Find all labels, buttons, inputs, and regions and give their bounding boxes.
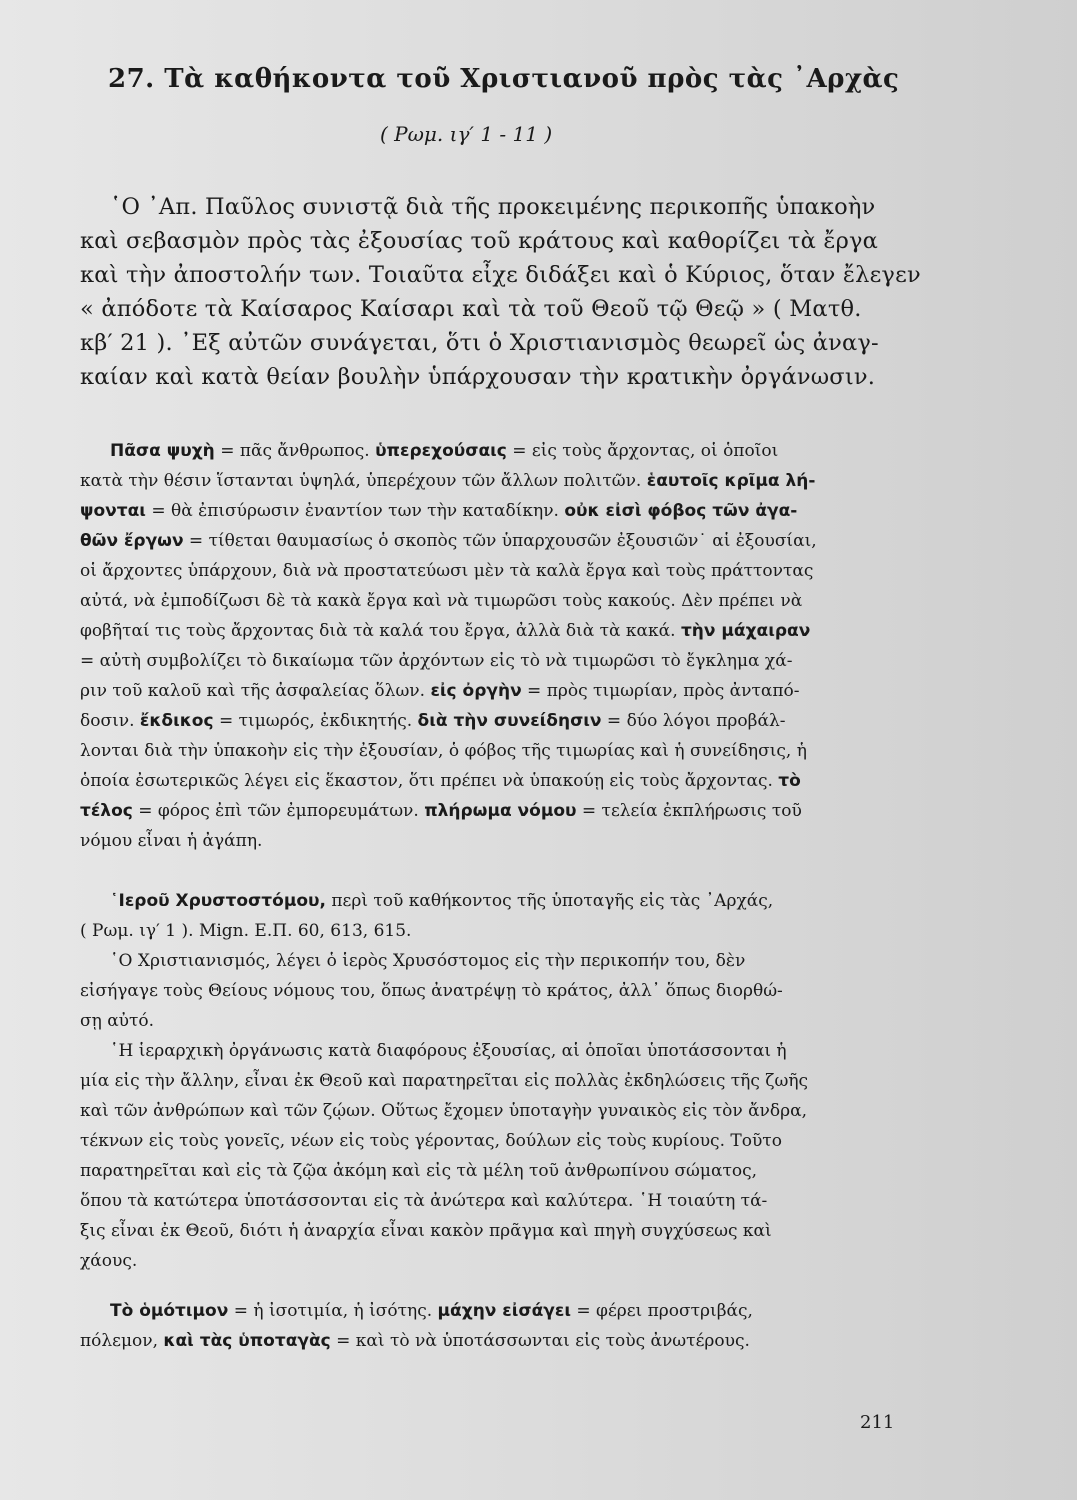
term: Πᾶσα ψυχὴ <box>110 441 215 461</box>
text-line: νόμου εἶναι ἡ ἀγάπη. <box>80 831 263 851</box>
term: καὶ τὰς ὑποταγὰς <box>163 1331 331 1351</box>
text-line: αὐτά, νὰ ἐμποδίζωσι δὲ τὰ κακὰ ἔργα καὶ νὰ τιμωρῶσι τοὺς κακούς. Δὲν πρέπει νὰ <box>80 591 803 611</box>
final-notes <box>80 1296 900 1356</box>
scripture-reference: ( Ρωμ. ιγ′ 1 - 11 ) <box>380 122 553 146</box>
text-line: θῶν ἔργων = τίθεται θαυμασίως ὁ σκοπὸς τῶν ὑπαρχουσῶν ἐξουσιῶν˙ αἱ ἐξουσίαι, <box>80 531 817 551</box>
term: Τὸ ὁμότιμον <box>110 1301 229 1321</box>
text-line: φοβῆταί τις τοὺς ἄρχοντας διὰ τὰ καλά του ἔργα, ἀλλὰ διὰ τὰ κακά. τὴν μάχαιραν <box>80 621 811 641</box>
text-line: ῾Ιεροῦ Χρυστοστόμου, περὶ τοῦ καθήκοντος τῆς ὑποταγῆς εἰς τὰς ᾿Αρχάς, <box>110 891 774 911</box>
term: θῶν ἔργων <box>80 531 184 551</box>
term: τὸ <box>778 771 801 791</box>
page-number: 211 <box>860 1412 895 1433</box>
section-heading: ῾Ιεροῦ Χρυστοστόμου, <box>110 891 326 911</box>
text-line: ῾Ο Χριστιανισμός, λέγει ὁ ἱερὸς Χρυσόστομος εἰς τὴν περικοπήν του, δὲν <box>110 951 746 971</box>
text-line: παρατηρεῖται καὶ εἰς τὰ ζῷα ἀκόμη καὶ εἰς τὰ μέλη τοῦ ἀνθρωπίνου σώματος, <box>80 1161 758 1181</box>
text-line: ὁποία ἐσωτερικῶς λέγει εἰς ἕκαστον, ὅτι πρέπει νὰ ὑπακούῃ εἰς τοὺς ἄρχοντας. τὸ <box>80 771 801 791</box>
text-line: σῃ αὐτό. <box>80 1011 155 1031</box>
text-line: λονται διὰ τὴν ὑπακοὴν εἰς τὴν ἐξουσίαν, ὁ φόβος τῆς τιμωρίας καὶ ἡ συνείδησις, ἡ <box>80 741 807 761</box>
text-line: τέκνων εἰς τοὺς γονεῖς, νέων εἰς τοὺς γέροντας, δούλων εἰς τοὺς κυρίους. Τοῦτο <box>80 1131 782 1151</box>
glossary-notes <box>80 436 900 856</box>
text-line: κατὰ τὴν θέσιν ἵστανται ὑψηλά, ὑπερέχουν τῶν ἄλλων πολιτῶν. ἑαυτοῖς κρῖμα λή- <box>80 471 816 491</box>
text-line: « ἀπόδοτε τὰ Καίσαρος Καίσαρι καὶ τὰ τοῦ Θεοῦ τῷ Θεῷ » ( Ματθ. <box>80 296 862 322</box>
text-line: κβ′ 21 ). ᾿Εξ αὐτῶν συνάγεται, ὅτι ὁ Χριστιανισμὸς θεωρεῖ ὡς ἀναγ- <box>80 330 879 356</box>
text-line: ψονται = θὰ ἐπισύρωσιν ἐναντίον των τὴν καταδίκην. οὐκ εἰσὶ φόβος τῶν ἀγα- <box>80 501 798 521</box>
term: οὐκ εἰσὶ φόβος τῶν ἀγα- <box>564 501 798 521</box>
term: εἰς ὀργὴν <box>430 681 522 701</box>
text-line: καίαν καὶ κατὰ θείαν βουλὴν ὑπάρχουσαν τὴν κρατικὴν ὀργάνωσιν. <box>80 364 876 390</box>
term: ψονται <box>80 501 146 521</box>
text-line: ῾Ο ᾿Απ. Παῦλος συνιστᾷ διὰ τῆς προκειμένης περικοπῆς ὑπακοὴν <box>110 194 876 220</box>
text-line: δοσιν. ἔκδικος = τιμωρός, ἐκδικητής. διὰ τὴν συνείδησιν = δύο λόγοι προβάλ- <box>80 711 786 731</box>
term: ἑαυτοῖς κρῖμα λή- <box>646 471 816 491</box>
term: μάχην εἰσάγει <box>437 1301 571 1321</box>
chapter-title: 27. Τὰ καθήκοντα τοῦ Χριστιανοῦ πρὸς τὰς ᾿Αρχὰς <box>108 64 900 94</box>
text-line: τέλος = φόρος ἐπὶ τῶν ἐμπορευμάτων. πλήρωμα νόμου = τελεία ἐκπλήρωσις τοῦ <box>80 801 802 821</box>
term: ὑπερεχούσαις <box>375 441 507 461</box>
text-line: Τὸ ὁμότιμον = ἡ ἰσοτιμία, ἡ ἰσότης. μάχην εἰσάγει = φέρει προστριβάς, <box>110 1301 753 1321</box>
term: τὴν μάχαιραν <box>680 621 811 641</box>
text-line: πόλεμον, καὶ τὰς ὑποταγὰς = καὶ τὸ νὰ ὑποτάσσωνται εἰς τοὺς ἀνωτέρους. <box>80 1331 750 1351</box>
text-line: καὶ τὴν ἀποστολήν των. Τοιαῦτα εἶχε διδάξει καὶ ὁ Κύριος, ὅταν ἔλεγεν <box>80 262 921 288</box>
term: διὰ τὴν συνείδησιν <box>417 711 602 731</box>
text-line: χάους. <box>80 1251 138 1271</box>
text-line: οἱ ἄρχοντες ὑπάρχουν, διὰ νὰ προστατεύωσι μὲν τὰ καλὰ ἔργα καὶ τοὺς πράττοντας <box>80 561 814 581</box>
text-line: ὅπου τὰ κατώτερα ὑποτάσσονται εἰς τὰ ἀνώτερα καὶ καλύτερα. ῾Η τοιαύτη τά- <box>80 1191 768 1211</box>
term: τέλος <box>80 801 133 821</box>
text-line: ( Ρωμ. ιγ′ 1 ). Mign. Ε.Π. 60, 613, 615. <box>80 921 412 941</box>
chrysostom-section <box>80 886 900 1276</box>
text-line: ριν τοῦ καλοῦ καὶ τῆς ἀσφαλείας ὅλων. εἰς ὀργὴν = πρὸς τιμωρίαν, πρὸς ἀνταπό- <box>80 681 800 701</box>
text-line: καὶ σεβασμὸν πρὸς τὰς ἐξουσίας τοῦ κράτους καὶ καθορίζει τὰ ἔργα <box>80 228 879 254</box>
text-line: = αὐτὴ συμβολίζει τὸ δικαίωμα τῶν ἀρχόντων εἰς τὸ νὰ τιμωρῶσι τὸ ἔγκλημα χά- <box>80 651 793 671</box>
term: πλήρωμα νόμου <box>424 801 577 821</box>
text-line: ξις εἶναι ἐκ Θεοῦ, διότι ἡ ἀναρχία εἶναι κακὸν πρᾶγμα καὶ πηγὴ συγχύσεως καὶ <box>80 1221 772 1241</box>
term: ἔκδικος <box>139 711 214 731</box>
text-line: μία εἰς τὴν ἄλλην, εἶναι ἐκ Θεοῦ καὶ παρατηρεῖται εἰς πολλὰς ἐκδηλώσεις τῆς ζωῆς <box>80 1071 809 1091</box>
text-line: Πᾶσα ψυχὴ = πᾶς ἄνθρωπος. ὑπερεχούσαις = εἰς τοὺς ἄρχοντας, οἱ ὁποῖοι <box>110 441 779 461</box>
text-line: ῾Η ἱεραρχικὴ ὀργάνωσις κατὰ διαφόρους ἐξουσίας, αἱ ὁποῖαι ὑποτάσσονται ἡ <box>110 1041 787 1061</box>
text-line: εἰσήγαγε τοὺς Θείους νόμους του, ὅπως ἀνατρέψῃ τὸ κράτος, ἀλλ᾿ ὅπως διορθώ- <box>80 981 783 1001</box>
intro-paragraph <box>80 190 921 394</box>
text-line: καὶ τῶν ἀνθρώπων καὶ τῶν ζῴων. Οὕτως ἔχομεν ὑποταγὴν γυναικὸς εἰς τὸν ἄνδρα, <box>80 1101 808 1121</box>
